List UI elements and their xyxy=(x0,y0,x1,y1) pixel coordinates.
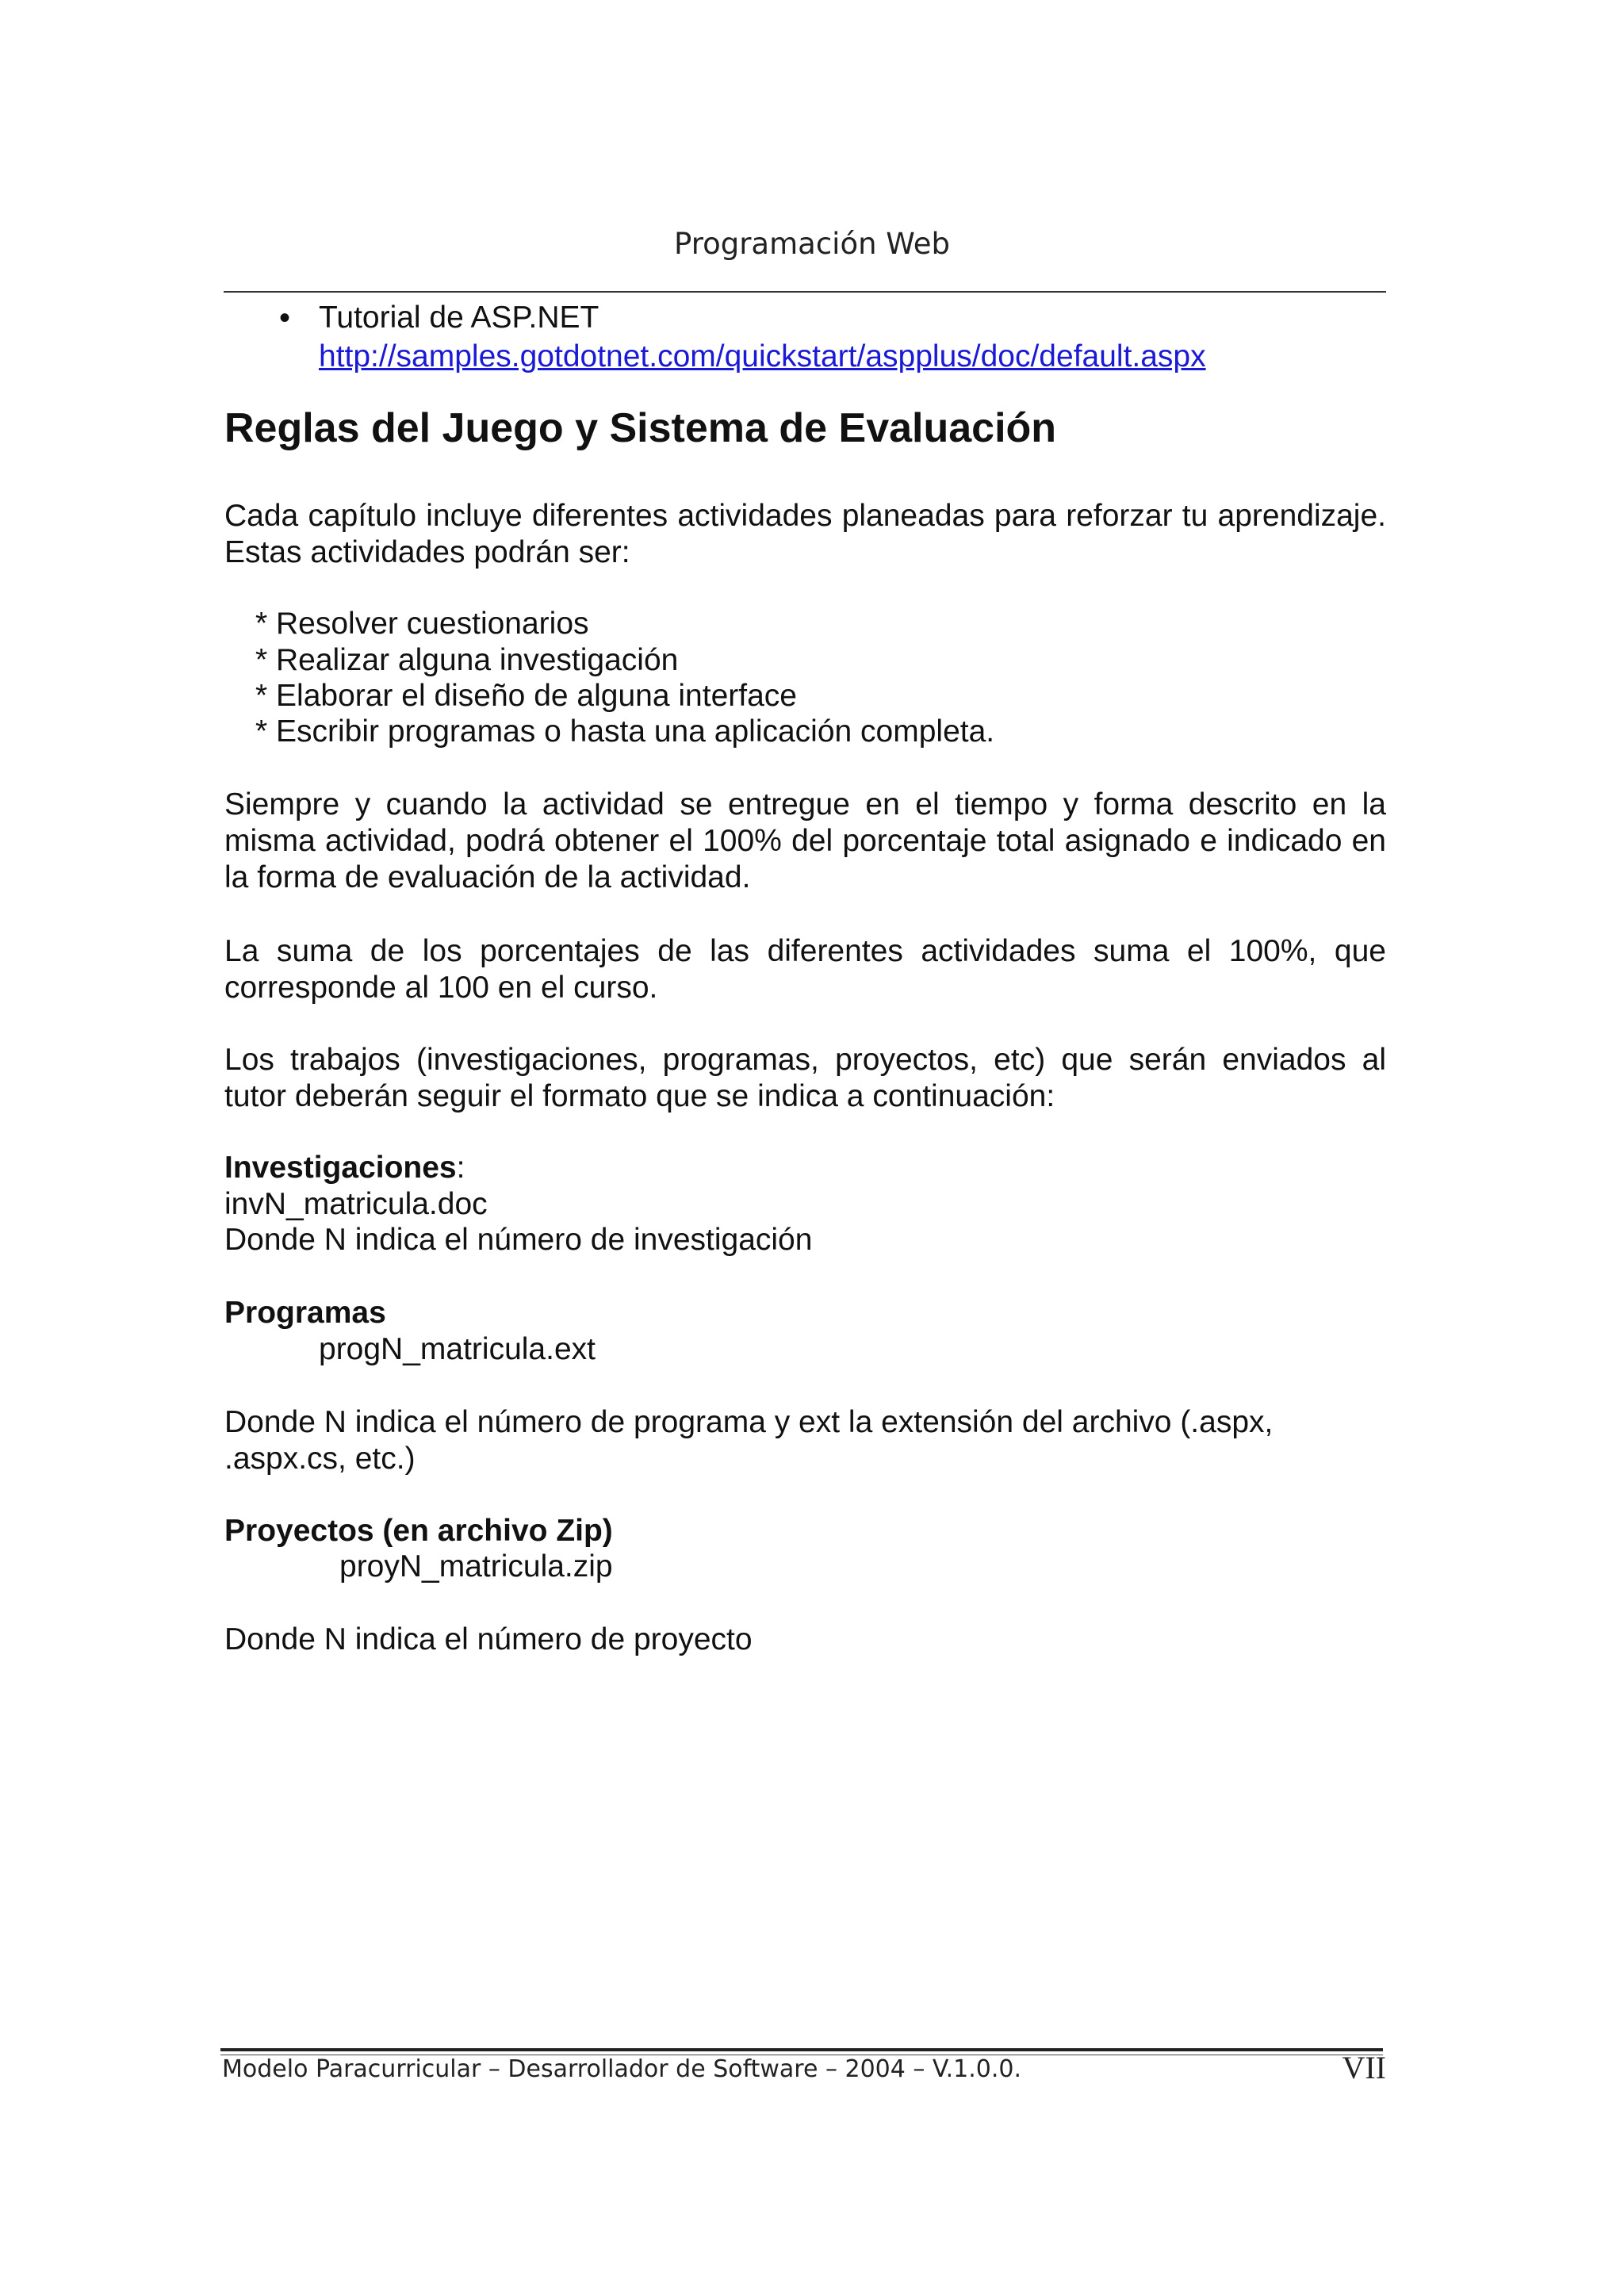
investigaciones-heading xyxy=(224,1150,1386,1186)
investigaciones-colon: : xyxy=(456,1151,465,1185)
activity-item: * Elaborar el diseño de alguna interface xyxy=(255,679,797,713)
investigaciones-note: Donde N indica el número de investigación xyxy=(224,1223,813,1257)
proyectos-filename: proyN_matricula.zip xyxy=(339,1549,613,1584)
programas-filename: progN_matricula.ext xyxy=(319,1332,596,1366)
proyectos-heading: Proyectos (en archivo Zip) xyxy=(224,1514,613,1548)
intro-paragraph: Cada capítulo incluye diferentes actividades planeadas para reforzar tu aprendizaje. Estas actividades podrán ser: xyxy=(224,499,1386,569)
bullet-icon: • xyxy=(279,301,291,335)
investigaciones-label: Investigaciones xyxy=(224,1151,457,1185)
resource-title: Tutorial de ASP.NET xyxy=(319,301,599,335)
section-title: Reglas del Juego y Sistema de Evaluación xyxy=(224,405,1057,451)
programas-note: Donde N indica el número de programa y ext la extensión del archivo (.aspx, .aspx.cs, etc.) xyxy=(224,1405,1274,1476)
resource-link[interactable]: http://samples.gotdotnet.com/quickstart/aspplus/doc/default.aspx xyxy=(319,339,1206,373)
activity-item: * Realizar alguna investigación xyxy=(255,643,679,677)
programas-heading: Programas xyxy=(224,1296,386,1330)
page-number: VII xyxy=(1342,2050,1386,2085)
footer-text: Modelo Paracurricular – Desarrollador de Software – 2004 – V.1.0.0. xyxy=(222,2055,1021,2083)
activity-item: * Resolver cuestionarios xyxy=(255,607,589,641)
sum-paragraph: La suma de los porcentajes de las diferentes actividades suma el 100%, que corresponde al 100 en el curso. xyxy=(224,934,1386,1005)
footer-divider xyxy=(220,2048,1383,2051)
activity-item: * Escribir programas o hasta una aplicación completa. xyxy=(255,714,995,749)
page-header-title: Programación Web xyxy=(674,227,950,261)
investigaciones-filename: invN_matricula.doc xyxy=(224,1187,488,1221)
format-paragraph: Los trabajos (investigaciones, programas, proyectos, etc) que serán enviados al tutor deberán seguir el formato que se indica a continuación: xyxy=(224,1043,1386,1113)
time-paragraph: Siempre y cuando la actividad se entregue en el tiempo y forma descrito en la misma actividad, podrá obtener el 100% del porcentaje total asignado e indicado en la forma de evaluación de la actividad. xyxy=(224,787,1386,894)
header-divider xyxy=(224,291,1386,293)
proyectos-note: Donde N indica el número de proyecto xyxy=(224,1622,753,1656)
